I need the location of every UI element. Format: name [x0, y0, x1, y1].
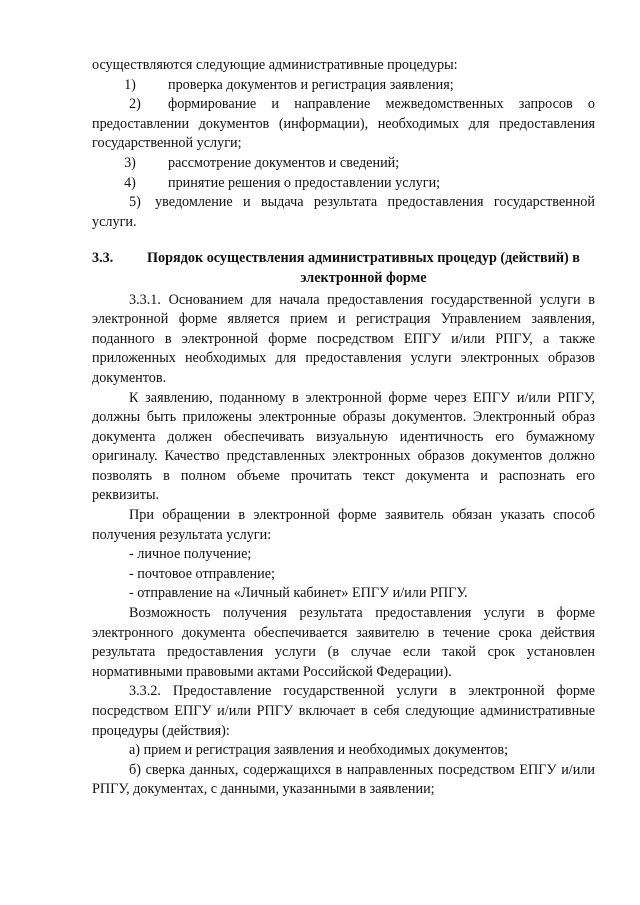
paragraph-electronic-result: Возможность получения результата предоставления услуги в форме электронного документа обеспечивается заявителю в течение срока действия результата предоставления услуги (в случае если такой срок установлен нормативными правовыми актами Российской Федерации).: [92, 605, 595, 680]
procedure-number: 3): [124, 154, 136, 171]
procedure-item: [92, 193, 595, 232]
procedure-text: проверка документов и регистрация заявления;: [168, 76, 454, 93]
procedure-item: [92, 154, 595, 174]
procedure-text: рассмотрение документов и сведений;: [168, 154, 400, 171]
procedure-number: 4): [124, 174, 136, 191]
section-heading: [92, 249, 595, 288]
paragraph-result-method: При обращении в электронной форме заявитель обязан указать способ получения результата услуги:: [92, 507, 595, 543]
list-item: - почтовое отправление;: [129, 565, 275, 582]
list-item: а) прием и регистрация заявления и необходимых документов;: [129, 742, 509, 759]
list-item: - отправление на «Личный кабинет» ЕПГУ и/или РПГУ.: [129, 585, 468, 602]
procedure-number: 1): [124, 76, 136, 93]
procedure-text: уведомление и выдача результата предоставления государственной услуги.: [92, 194, 595, 230]
procedure-item: [92, 174, 595, 194]
section-title: Порядок осуществления административных процедур (действий) в электронной форме: [147, 250, 580, 286]
section-number: 3.3.: [92, 250, 114, 267]
paragraph-3-3-1: 3.3.1. Основанием для начала предоставления государственной услуги в электронной форме является прием и регистрация Управлением заявления, поданного в электронной форме посредством ЕПГУ и/или РПГУ, а также приложенных необходимых для предоставления услуги электронных образов документов.: [92, 291, 595, 386]
procedure-item: [92, 76, 595, 96]
list-item: - личное получение;: [129, 546, 252, 563]
intro-line: осуществляются следующие административные процедуры:: [92, 57, 458, 73]
paragraph-3-3-2: 3.3.2. Предоставление государственной услуги в электронной форме посредством ЕПГУ и/или РПГУ включает в себя следующие административные процедуры (действия):: [92, 683, 595, 739]
procedure-number: 5): [129, 194, 141, 211]
list-item: б) сверка данных, содержащихся в направленных посредством ЕПГУ и/или РПГУ, документах, с данными, указанными в заявлении;: [92, 761, 595, 798]
document-page: [92, 56, 595, 800]
paragraph-electronic-images: К заявлению, поданному в электронной форме через ЕПГУ и/или РПГУ, должны быть приложены электронные образы документов. Электронный образ документа должен обеспечивать визуальную идентичность его бумажному оригиналу. Качество представленных электронных образов документов должно позволять в полном объеме прочитать текст документа и распознать его реквизиты.: [92, 389, 595, 504]
procedure-text: принятие решения о предоставлении услуги;: [168, 174, 441, 191]
procedure-number: 2): [129, 96, 141, 113]
procedure-item: [92, 95, 595, 154]
procedure-text: формирование и направление межведомственных запросов о предоставлении документов (информации), необходимых для предоставления государственной услуги;: [92, 96, 595, 152]
